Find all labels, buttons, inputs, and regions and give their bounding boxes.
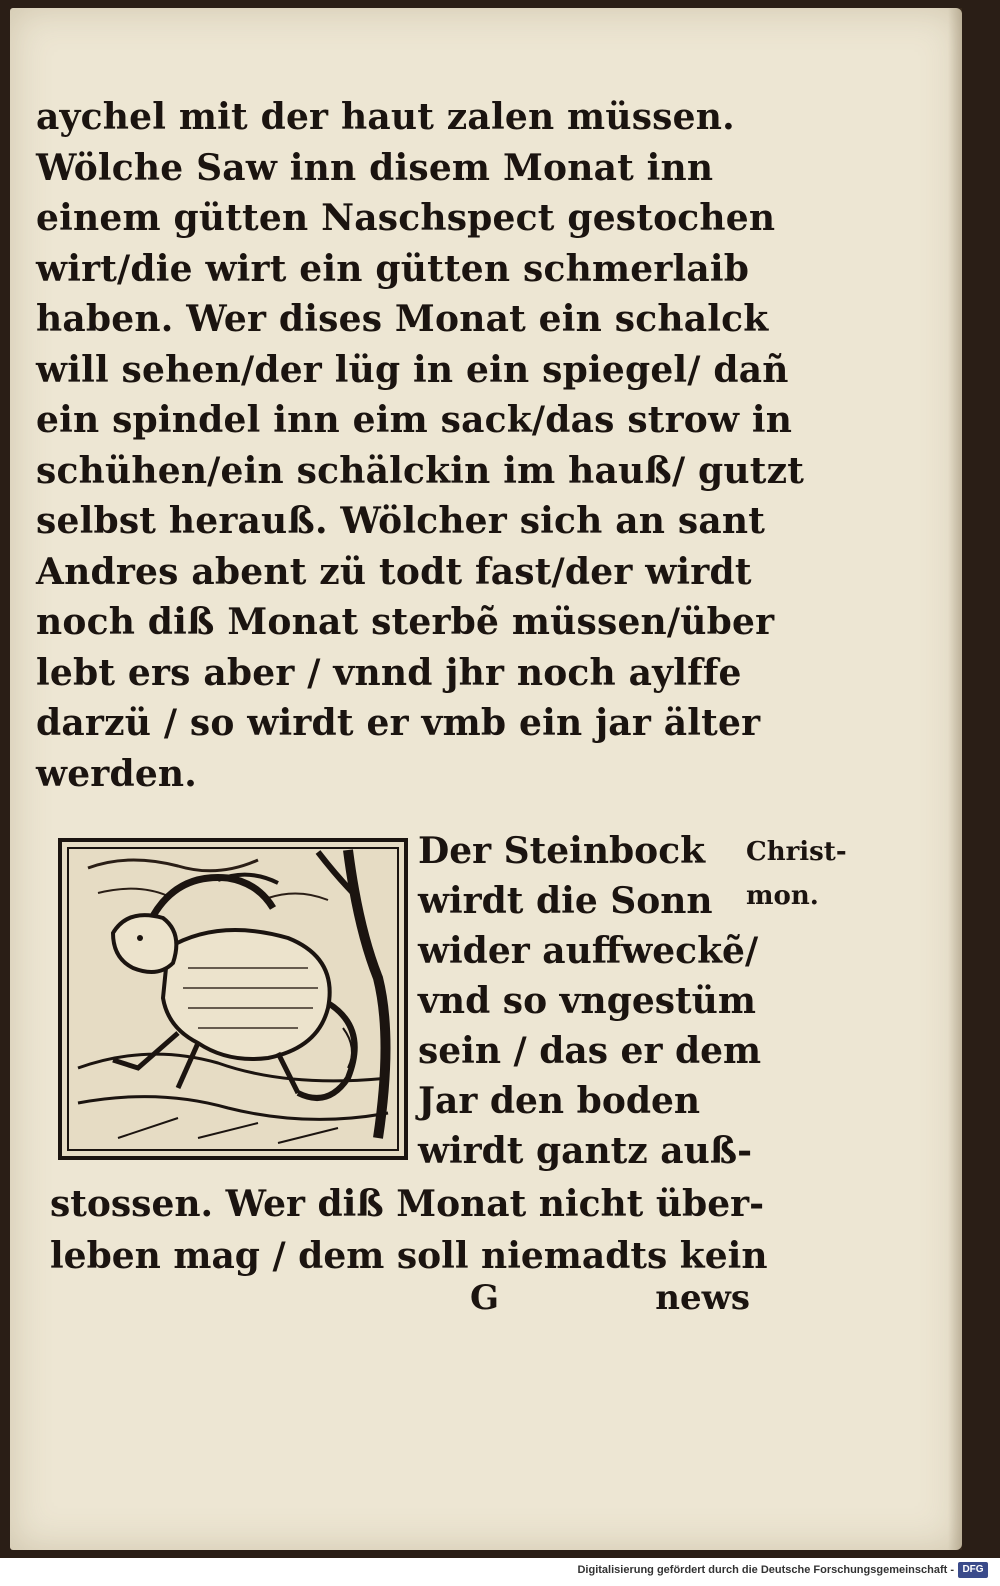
capricorn-woodcut-icon <box>58 838 408 1160</box>
text-line: vnd so vngestüm <box>418 980 756 1022</box>
text-line: will sehen/der lüg in ein spiegel/ dañ <box>36 348 789 391</box>
text-line: selbst herauß. Wölcher sich an sant <box>36 500 766 542</box>
dfg-logo: DFG <box>958 1562 988 1578</box>
woodcut-side-text <box>418 826 761 1176</box>
text-line: wirdt gantz auß- <box>418 1130 753 1172</box>
text-line: Andres abent zü todt fast/der wirdt <box>36 550 752 593</box>
footer-bar <box>0 1558 1000 1586</box>
main-text-block <box>36 92 805 799</box>
text-line: wirt/die wirt ein gütten schmerlaib <box>36 247 750 290</box>
text-line: lebt ers aber / vnnd jhr noch aylffe <box>36 651 742 694</box>
text-line: sein / das er dem <box>418 1030 762 1072</box>
text-line: Wölche Saw inn disem Monat inn <box>36 146 714 189</box>
text-line: einem gütten Naschspect gestochen <box>36 197 776 239</box>
text-line: wirdt die Sonn <box>418 880 713 922</box>
text-line: haben. Wer dises Monat ein schalck <box>36 298 769 340</box>
margin-note-line: Christ- <box>746 837 847 867</box>
signature-row <box>470 1278 750 1328</box>
text-line: wider auffweckẽ/ <box>418 930 759 972</box>
text-line: aychel mit der haut zalen müssen. <box>36 96 735 138</box>
text-line: leben mag / dem soll niemadts kein <box>50 1235 768 1277</box>
text-line: stossen. Wer diß Monat nicht über- <box>50 1183 765 1225</box>
margin-note <box>746 830 847 918</box>
text-line: Jar den boden <box>418 1080 701 1122</box>
text-line: noch diß Monat sterbẽ müssen/über <box>36 601 775 643</box>
footer-credit: Digitalisierung gefördert durch die Deutsche Forschungsgemeinschaft - <box>577 1564 954 1576</box>
text-line: werden. <box>36 752 198 795</box>
text-line: Der Steinbock <box>418 830 706 872</box>
text-line: schühen/ein schälckin im hauß/ gutzt <box>36 449 805 492</box>
page-edge-shadow <box>948 8 962 1550</box>
margin-note-line: mon. <box>746 881 819 911</box>
bottom-text-block <box>50 1178 768 1282</box>
catchword: news <box>655 1278 750 1318</box>
text-line: darzü / so wirdt er vmb ein jar älter <box>36 702 761 744</box>
text-line: ein spindel inn eim sack/das strow in <box>36 399 793 441</box>
signature-mark: G <box>470 1278 500 1318</box>
